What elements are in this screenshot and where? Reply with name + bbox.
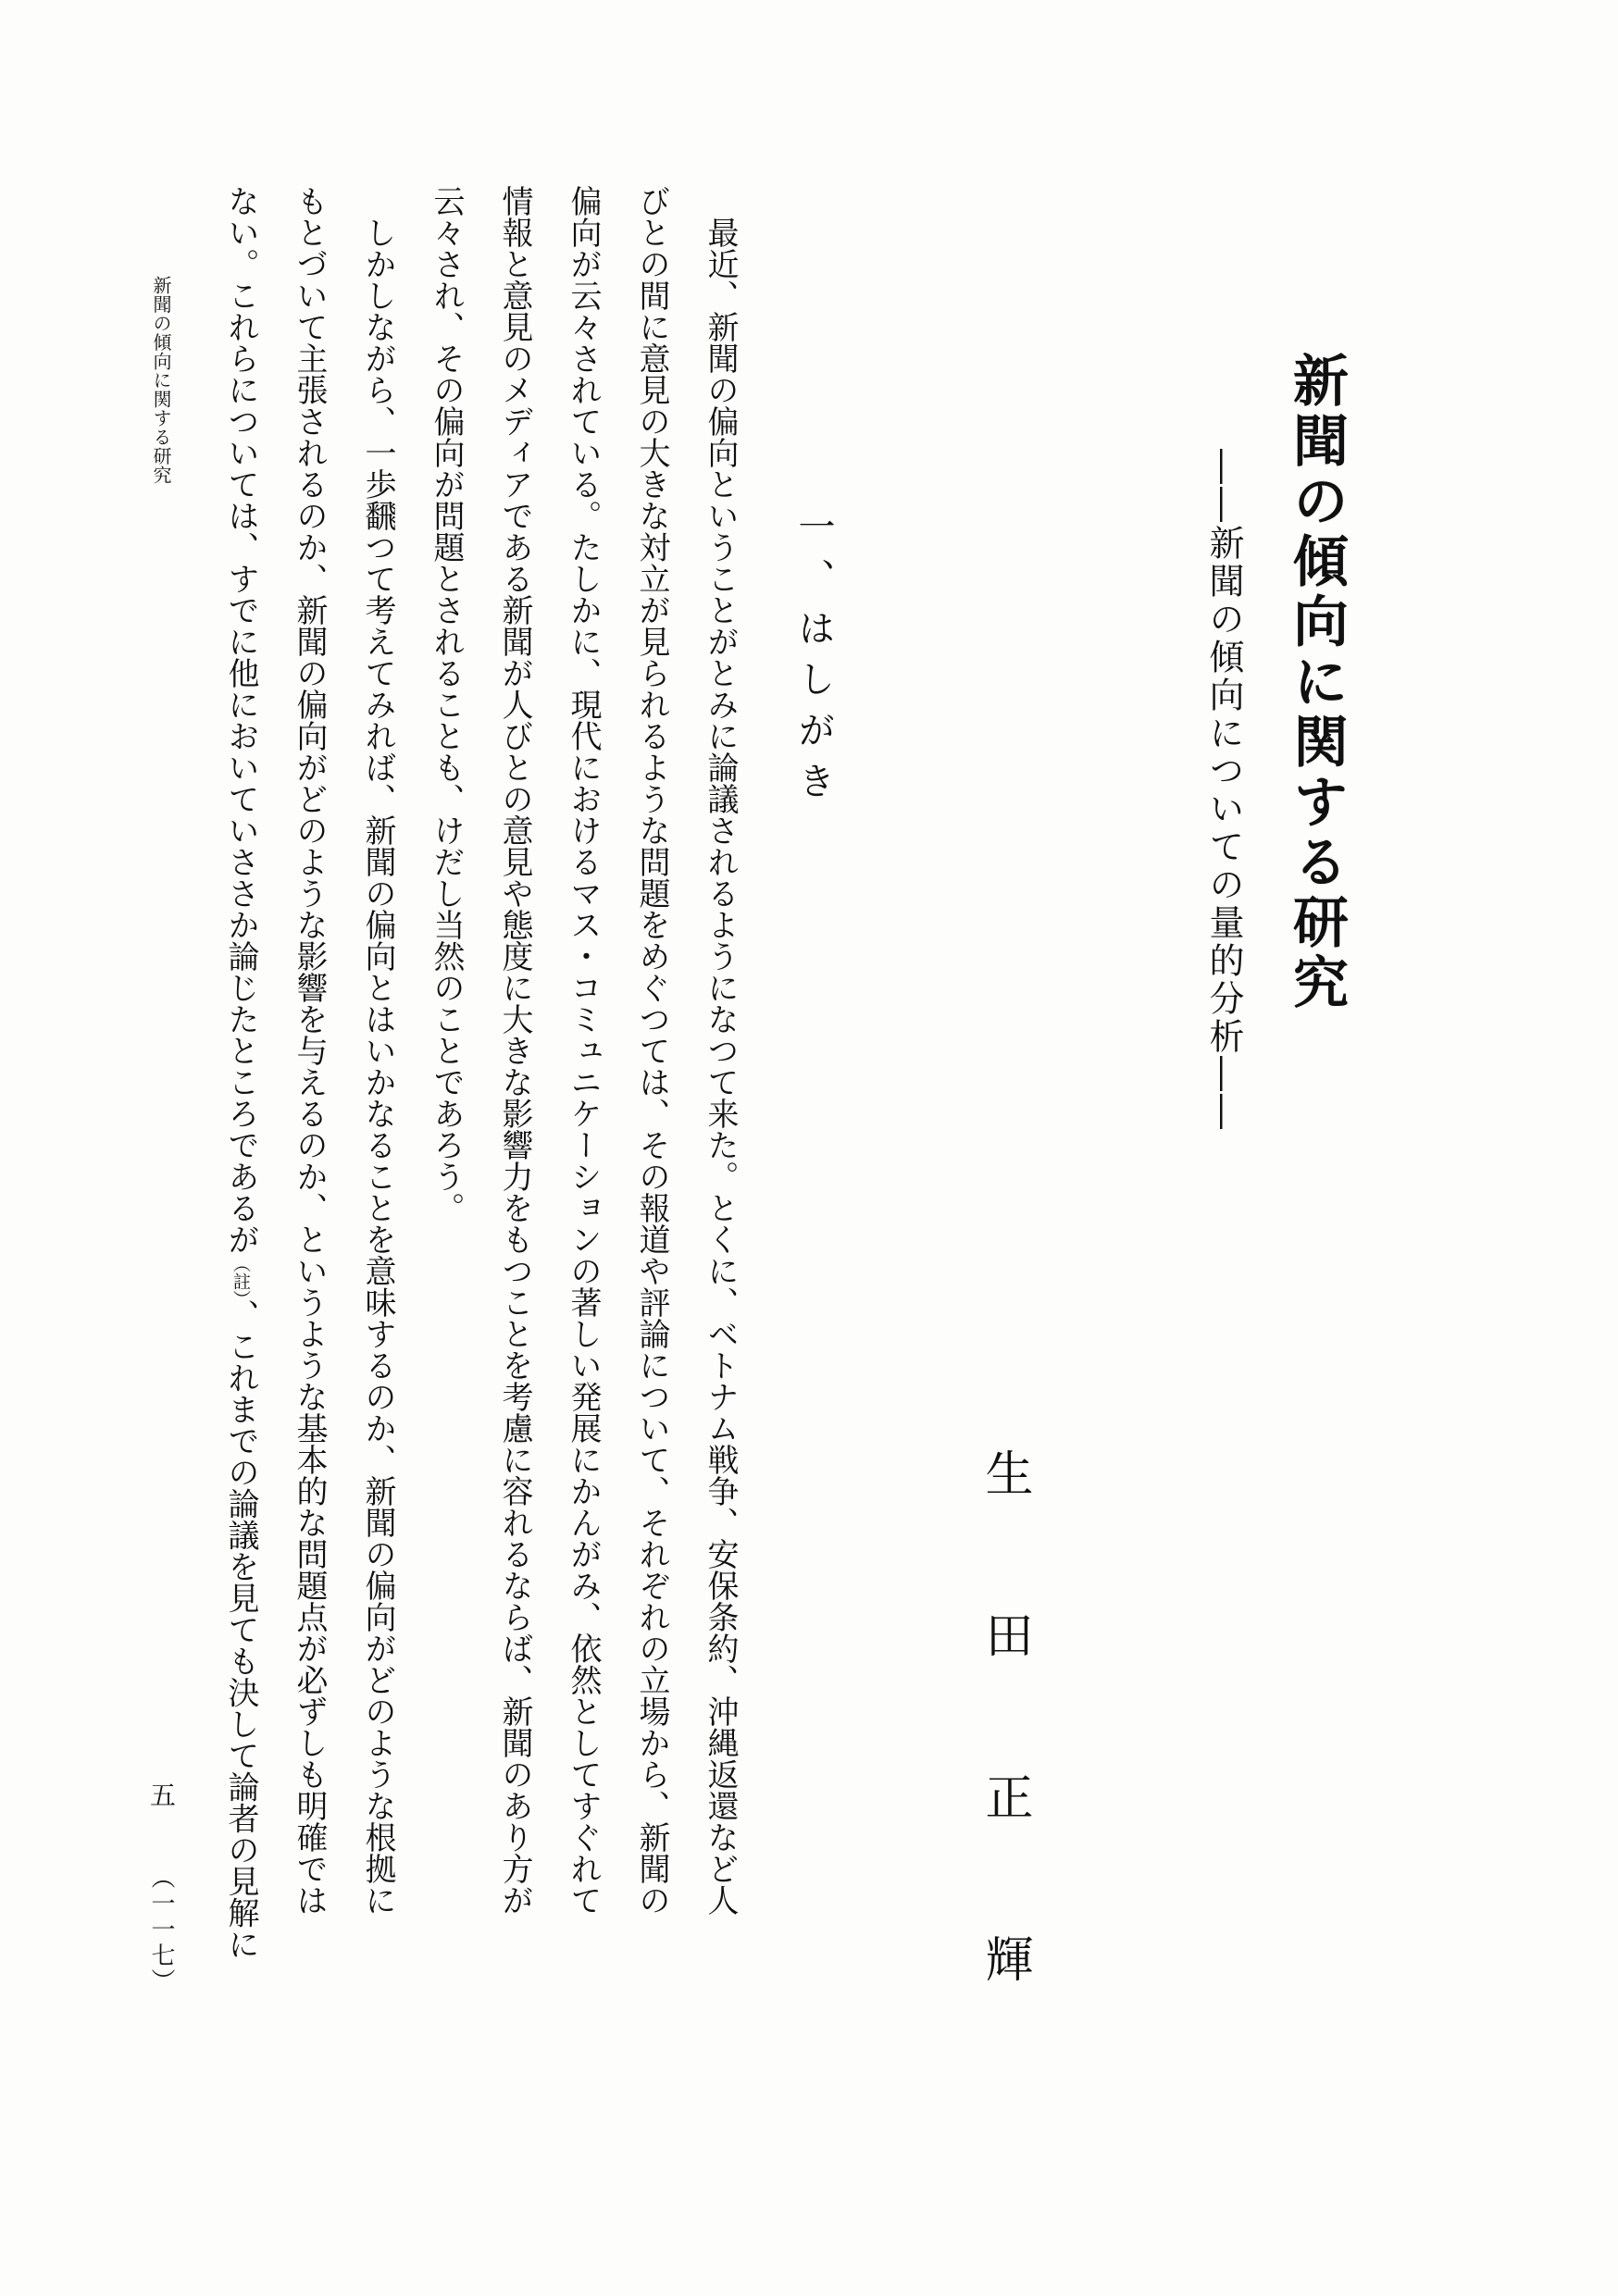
- body-text-block: [222, 185, 739, 2045]
- page-number-paren: （一一七）: [147, 1865, 175, 1994]
- section-heading: 一、はしがき: [792, 507, 835, 813]
- body-column: 偏向が云々されている。たしかに、現代におけるマス・コミュニケーションの著しい発展にかんがみ、依然としてすぐれて: [565, 185, 602, 1916]
- page-subtitle: ――新聞の傾向についての量的分析――: [1203, 449, 1244, 1132]
- author-name: 生田正輝: [977, 1448, 1032, 2096]
- page-number-kanji: 五: [146, 1781, 177, 1807]
- body-column: [222, 185, 259, 2045]
- page-title: 新聞の傾向に関する研究: [1284, 352, 1349, 1013]
- body-column: 最近、新聞の偏向ということがとみに論議されるようになつて来た。とくに、ベトナム戦争、安保条約、沖縄返還など人: [702, 217, 739, 1916]
- body-column-text: ない。これらについては、すでに他においていささか論じたところであるが: [222, 185, 259, 1255]
- body-column: びとの間に意見の大きな対立が見られるような問題をめぐつては、その報道や評論について、それぞれの立場から、新聞の: [633, 185, 670, 1916]
- footnote-marker: （註）: [230, 1255, 251, 1299]
- body-column: もとづいて主張されるのか、新聞の偏向がどのような影響を与えるのか、というような基本的な問題点が必ずしも明確では: [291, 185, 328, 1916]
- body-column: 情報と意見のメディアである新聞が人びとの意見や態度に大きな影響力をもつことを考慮に容れるならば、新聞のあり方が: [496, 185, 533, 1916]
- body-column: 云々され、その偏向が問題とされることも、けだし当然のことであろう。: [428, 185, 465, 1223]
- running-title: 新聞の傾向に関する研究: [150, 276, 172, 485]
- body-column-text: 、これまでの論議を見ても決して論者の見解に: [222, 1298, 259, 1960]
- body-column: しかしながら、一歩飜つて考えてみれば、新聞の偏向とはいかなることを意味するのか、新聞の偏向がどのような根拠に: [359, 217, 396, 1916]
